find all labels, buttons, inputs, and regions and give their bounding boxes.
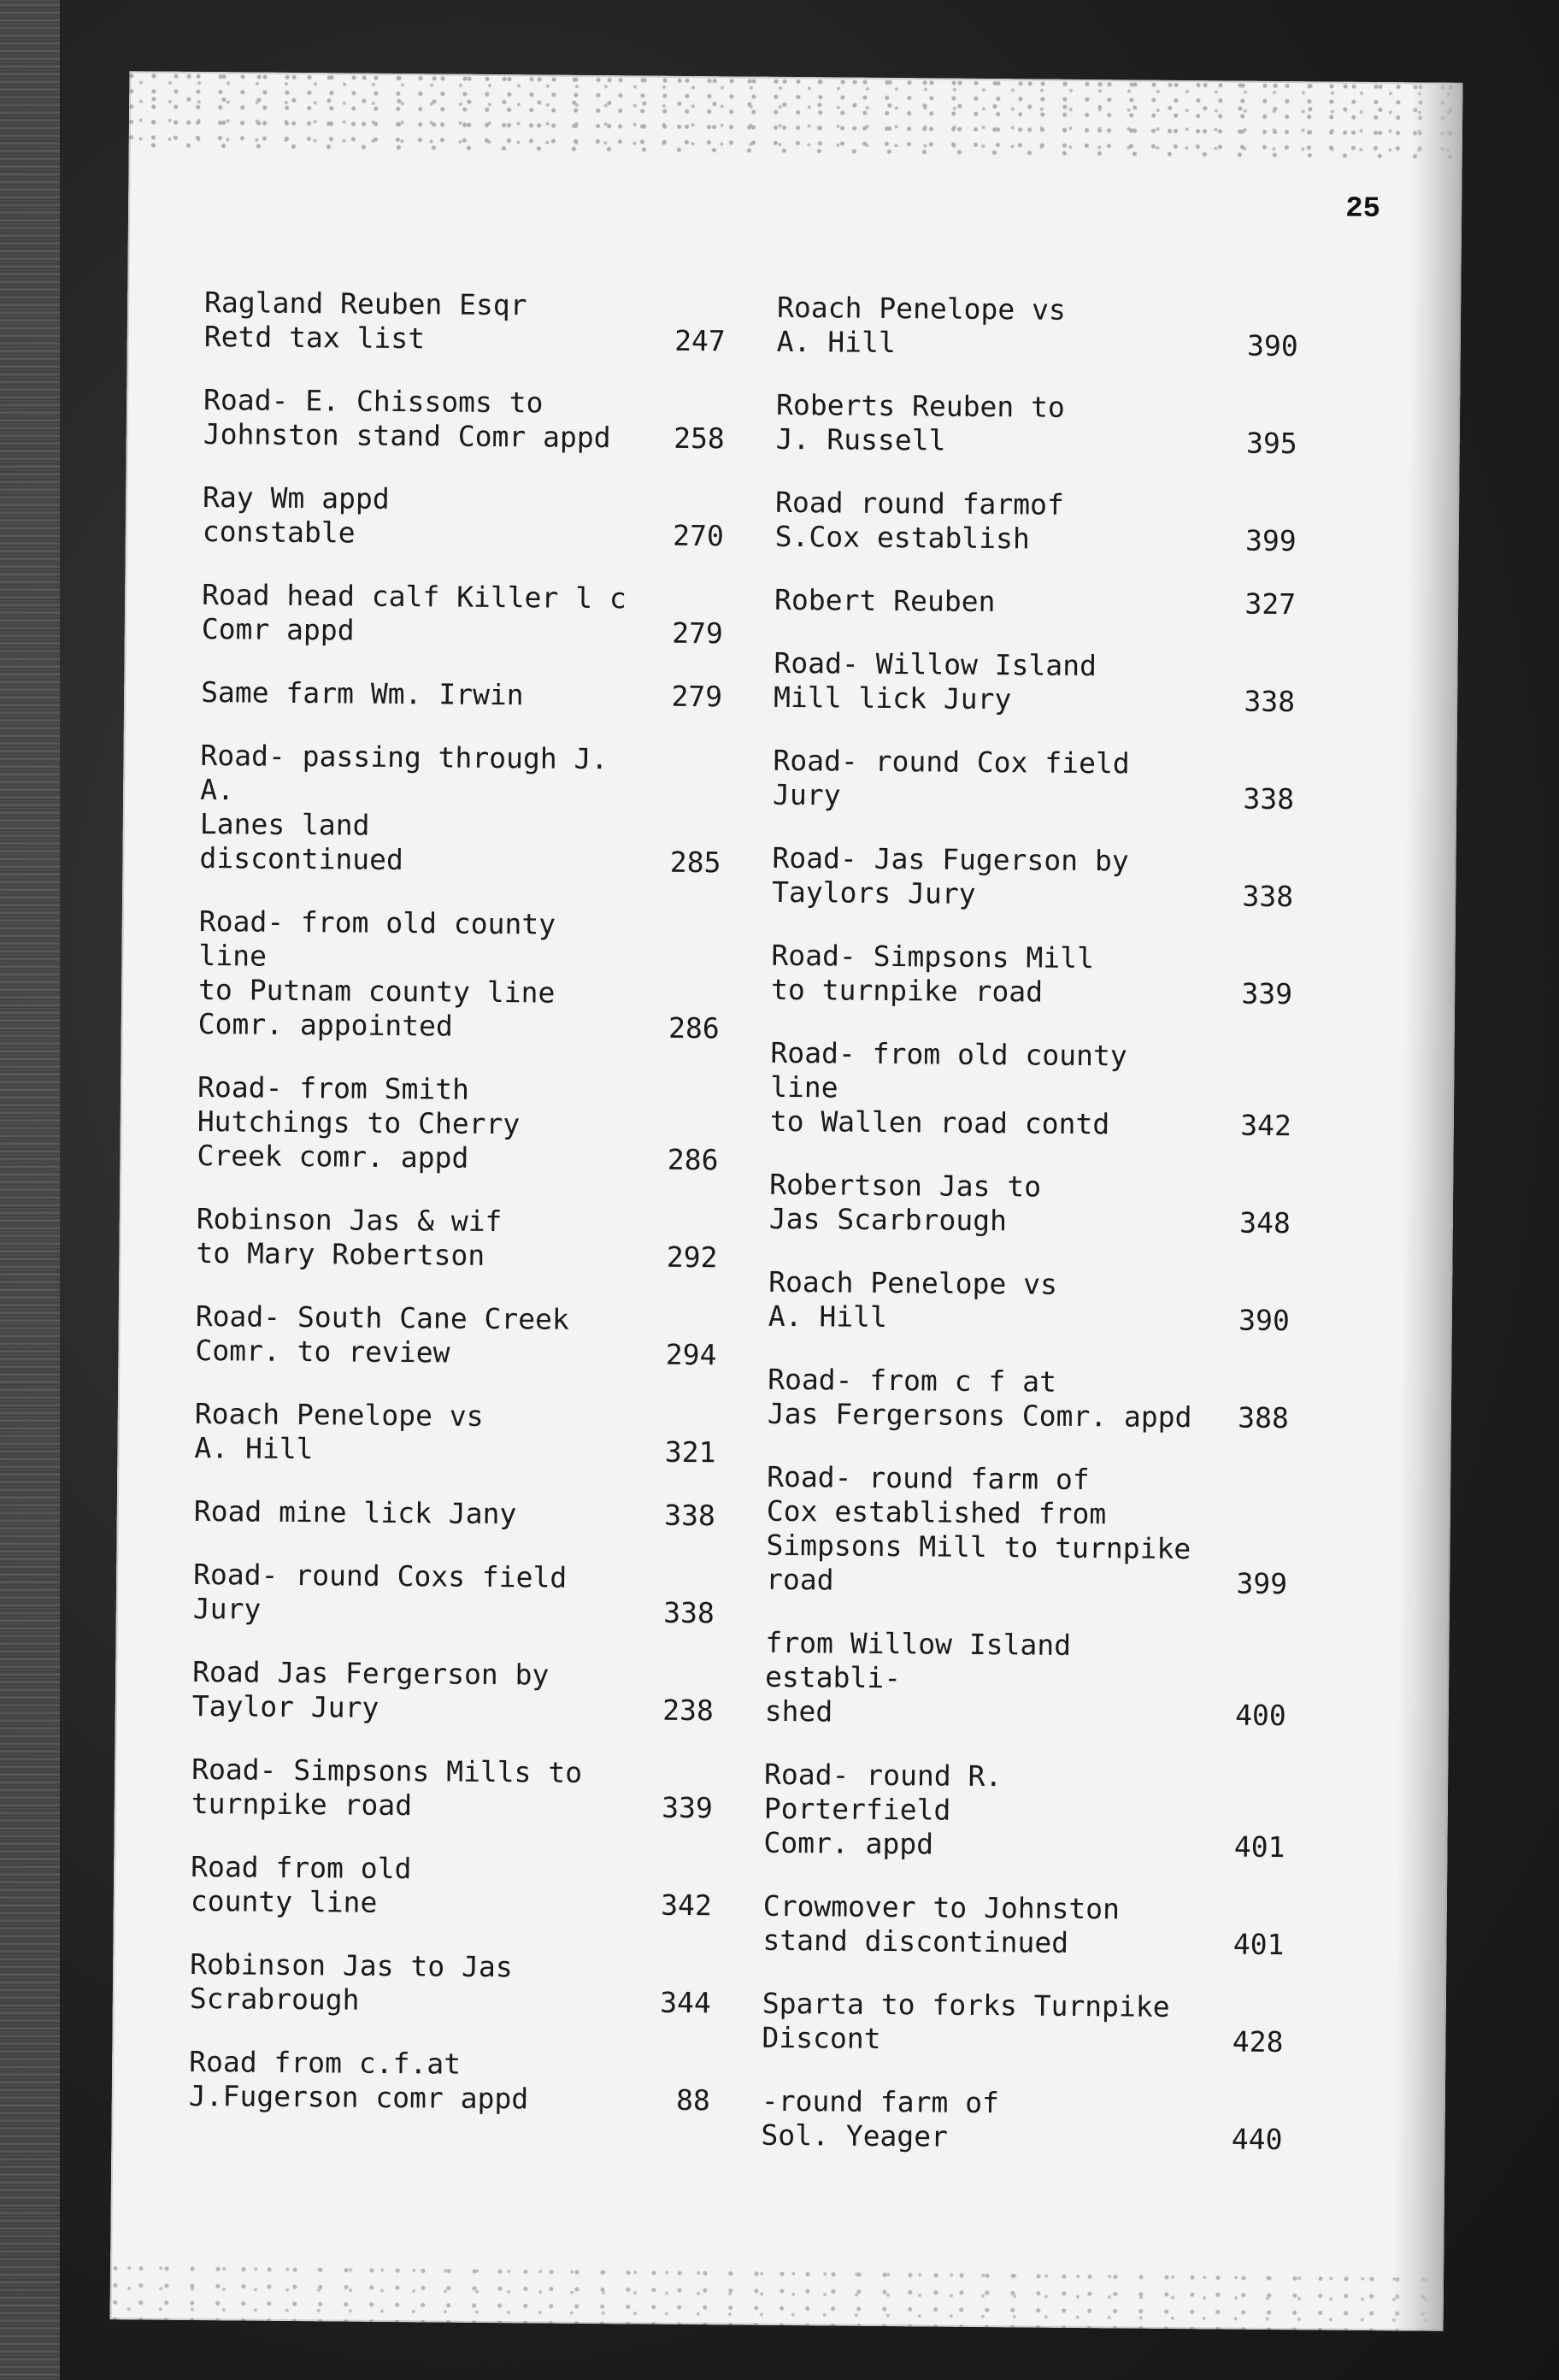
entry-page-number: 390 — [1246, 328, 1298, 363]
index-entry — [196, 1202, 718, 1275]
entry-page-number: 399 — [1236, 1566, 1288, 1601]
entry-page-number: 401 — [1233, 1829, 1285, 1865]
entry-page-number: 401 — [1232, 1927, 1285, 1962]
entry-page-number: 285 — [669, 845, 721, 880]
entry-text: Ray Wm appd constable — [202, 480, 390, 550]
entry-text: Road- Simpsons Mills to turnpike road — [191, 1752, 583, 1823]
index-entry — [768, 1265, 1291, 1338]
index-entry — [770, 1036, 1292, 1143]
index-entry — [775, 486, 1297, 558]
entry-text: Road- from c f at Jas Fergersons Comr. appd — [767, 1362, 1192, 1434]
entry-page-number: 344 — [660, 1985, 711, 2020]
index-entry — [768, 1363, 1290, 1435]
index-entry — [765, 1626, 1287, 1733]
index-entry — [203, 480, 725, 553]
index-entry — [191, 1753, 714, 1825]
entry-text: Road- Willow Island Mill lick Jury — [773, 645, 1097, 716]
index-entry — [766, 1460, 1288, 1601]
index-entry — [769, 1168, 1291, 1240]
index-entry — [197, 1070, 719, 1177]
entry-page-number: 270 — [673, 518, 724, 553]
index-entry — [762, 1889, 1285, 1962]
index-entry — [198, 904, 721, 1046]
entry-page-number: 286 — [668, 1010, 720, 1046]
entry-page-number: 338 — [663, 1595, 715, 1630]
entry-page-number: 348 — [1239, 1205, 1291, 1240]
entry-text: -round farm of Sol. Yeager — [761, 2083, 1000, 2153]
entry-page-number: 342 — [661, 1888, 712, 1923]
index-entry — [776, 388, 1298, 461]
entry-page-number: 258 — [674, 421, 725, 456]
entry-text: Roberts Reuben to J. Russell — [775, 387, 1066, 457]
page-number: 25 — [1344, 192, 1381, 227]
entry-text: Road- round Coxs field Jury — [192, 1557, 568, 1626]
entry-page-number: 339 — [1241, 976, 1293, 1011]
entry-text: Robinson Jas & wif to Mary Robertson — [196, 1201, 503, 1272]
entry-page-number: 279 — [672, 616, 723, 651]
entry-page-number: 327 — [1244, 586, 1297, 622]
entry-text: Roach Penelope vs A. Hill — [194, 1396, 484, 1466]
entry-page-number: 338 — [664, 1498, 715, 1533]
entry-text: Road- from Smith Hutchings to Cherry Creek comr. appd — [197, 1069, 521, 1175]
index-entry — [195, 1299, 717, 1372]
entry-text: Roach Penelope vs A. Hill — [768, 1264, 1058, 1334]
paper-noise-bottom — [110, 2259, 1444, 2331]
paper-edge-shadow — [1391, 82, 1462, 2330]
entry-text: Road- round Cox field Jury — [772, 743, 1130, 812]
entry-page-number: 440 — [1231, 2122, 1283, 2157]
entry-text: Road- Jas Fugerson by Taylors Jury — [771, 840, 1129, 910]
entry-text: Road round farmof S.Cox establish — [774, 485, 1065, 556]
entry-page-number: 88 — [675, 2082, 710, 2118]
entry-page-number: 292 — [666, 1240, 718, 1275]
entry-text: Road- from old county line to Wallen road contd — [769, 1035, 1127, 1141]
entry-page-number: 294 — [665, 1337, 717, 1372]
entry-text: Road from old county line — [190, 1849, 412, 1919]
entry-page-number: 247 — [674, 323, 726, 358]
entry-page-number: 339 — [662, 1790, 713, 1825]
index-entry — [204, 286, 727, 358]
entry-page-number: 400 — [1234, 1698, 1286, 1733]
entry-text: Robert Reuben — [774, 582, 996, 619]
index-entry — [201, 675, 722, 714]
entry-text: Road- passing through J. A. Lanes land discontinued — [199, 738, 609, 877]
entry-page-number: 338 — [1242, 879, 1294, 914]
index-sheet — [110, 71, 1463, 2331]
entry-text: Robertson Jas to Jas Scarbrough — [768, 1167, 1042, 1238]
entry-text: Road head calf Killer l c Comr appd — [201, 578, 627, 647]
scanner-edge — [0, 0, 60, 2380]
index-entry — [771, 939, 1293, 1011]
entry-text: Same farm Wm. Irwin — [201, 675, 524, 712]
entry-text: Roach Penelope vs A. Hill — [776, 290, 1067, 360]
entry-text: Crowmover to Johnston stand discontinued — [762, 1888, 1121, 1959]
entry-page-number: 338 — [1244, 684, 1296, 719]
index-entry — [777, 291, 1299, 363]
index-entry — [202, 578, 724, 651]
index-entry — [194, 1494, 715, 1533]
entry-page-number: 390 — [1238, 1303, 1290, 1338]
entry-page-number: 238 — [662, 1693, 714, 1728]
index-entry — [762, 1987, 1284, 2059]
index-entry — [194, 1397, 716, 1470]
entry-page-number: 388 — [1238, 1400, 1289, 1435]
entry-text: Road- round farm of Cox established from Simpsons Mill to turnpike road — [765, 1459, 1191, 1597]
entry-page-number: 399 — [1244, 523, 1297, 558]
index-entry — [190, 1947, 712, 2020]
right-column — [761, 291, 1298, 2186]
entry-text: Road- South Cane Creek Comr. to review — [195, 1299, 570, 1370]
entry-text: Road Jas Fergerson by Taylor Jury — [191, 1654, 550, 1724]
paper-noise-top — [129, 71, 1463, 160]
index-entry — [774, 583, 1296, 622]
index-entry — [203, 383, 726, 456]
index-entry — [774, 646, 1296, 719]
entry-text: Road- E. Chissoms to Johnston stand Comr appd — [203, 383, 611, 455]
entry-text: Road- Simpsons Mill to turnpike road — [770, 938, 1095, 1009]
index-entry — [193, 1558, 715, 1630]
index-entry — [192, 1655, 715, 1728]
entry-text: Road- round R. Porterfield Comr. appd — [763, 1757, 1003, 1861]
entry-page-number: 286 — [667, 1142, 719, 1177]
entry-text: Road from c.f.at J.Fugerson comr appd — [188, 2044, 529, 2116]
entry-text: Sparta to forks Turnpike Discont — [762, 1986, 1170, 2056]
entry-page-number: 428 — [1232, 2024, 1284, 2059]
entry-text: Ragland Reuben Esqr Retd tax list — [203, 286, 527, 356]
left-column — [188, 286, 726, 2147]
index-entry — [772, 841, 1294, 914]
entry-page-number: 338 — [1243, 781, 1295, 816]
index-entry — [189, 2045, 711, 2118]
index-entry — [199, 739, 721, 880]
entry-text: Robinson Jas to Jas Scrabrough — [189, 1947, 513, 2017]
entry-page-number: 321 — [664, 1434, 716, 1470]
entry-page-number: 342 — [1240, 1108, 1291, 1143]
index-entry — [761, 2084, 1283, 2157]
entry-text: Road- from old county line to Putnam county line Comr. appointed — [197, 904, 556, 1043]
index-entry — [191, 1850, 713, 1923]
entry-text: Road mine lick Jany — [193, 1493, 517, 1531]
entry-text: from Willow Island establi- shed — [764, 1625, 1072, 1729]
index-entry — [763, 1758, 1285, 1865]
entry-page-number: 395 — [1245, 426, 1297, 461]
entry-page-number: 279 — [671, 679, 723, 714]
index-entry — [773, 744, 1295, 816]
